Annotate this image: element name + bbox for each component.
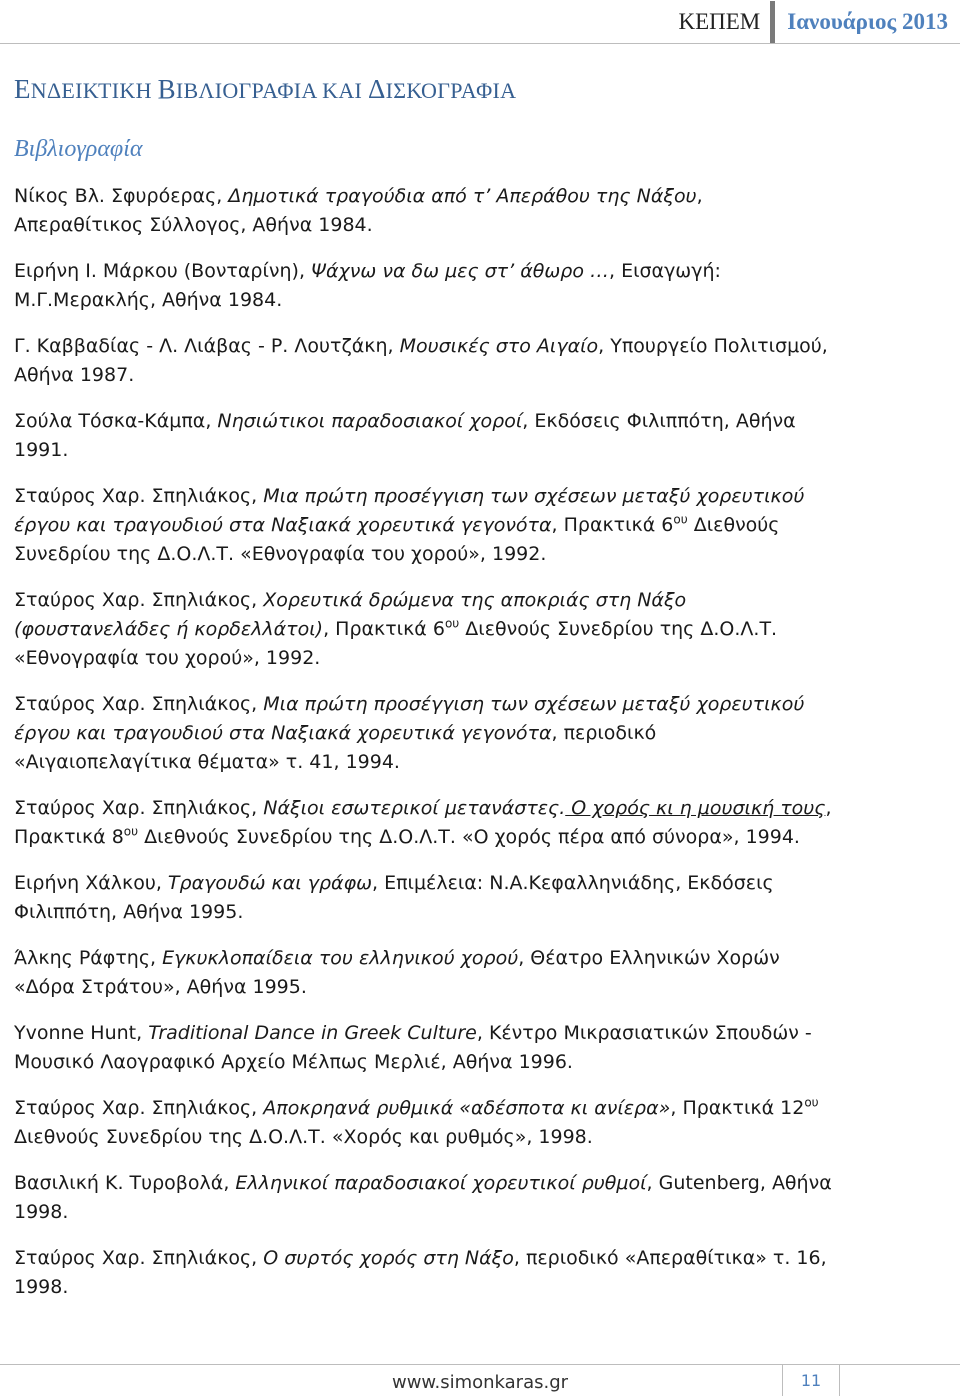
bibliography-entry: Ειρήνη Ι. Μάρκου (Βονταρίνη), Ψάχνω να δω μες στ’ άθωρο …, Εισαγωγή: Μ.Γ.Μερακλής, Αθήνα 1984. [14, 260, 721, 311]
bibliography-entry: Σταύρος Χαρ. Σπηλιάκος, Μια πρώτη προσέγγιση των σχέσεων μεταξύ χορευτικού έργου και τραγουδιού στα Ναξιακά χορευτικά γεγονότα, Πρακτικά $6^{o\upsilon}$ Διεθνούς Συνεδρίου της Δ.Ο.Λ.Τ. «Εθνογραφία του χορού», 1992. [14, 485, 805, 565]
bibliography-entry: Σούλα Τόσκα-Κάμπα, Νησιώτικοι παραδοσιακοί χοροί, Εκδόσεις Φιλιππότη, Αθήνα 1991. [14, 410, 796, 461]
bibliography-entry: Άλκης Ράφτης, Εγκυκλοπαίδεια του ελληνικού χορού, Θέατρο Ελληνικών Χορών «Δόρα Στράτου», Αθήνα 1995. [14, 947, 780, 998]
title-rest-1: ΝΔΕΙΚΤΙΚΗ [30, 78, 158, 103]
page-number: 11 [782, 1364, 840, 1396]
title-cap-3: Δ [367, 74, 386, 104]
bibliography-entry: Σταύρος Χαρ. Σπηλιάκος, Χορευτικά δρώμενα της αποκριάς στη Νάξο (φουστανελάδες ή κορδελλάτοι), Πρακτικά $6^{o\upsilon}$ Διεθνούς Συνεδρίου της Δ.Ο.Λ.Τ. «Εθνογραφία του χορού», 1992. [14, 589, 778, 669]
bibliography-list [14, 182, 834, 1319]
title-rest-2: ΙΒΛΙΟΓΡΑΦΙΑ ΚΑΙ [175, 78, 368, 103]
bibliography-entry: Yvonne Hunt, Traditional Dance in Greek Culture, Κέντρο Μικρασιατικών Σπουδών - Μουσικό Λαογραφικό Αρχείο Μέλπως Μερλιέ, Αθήνα 1996. [14, 1022, 812, 1073]
subtitle: Βιβλιογραφία [14, 136, 143, 162]
bibliography-entry: Ειρήνη Χάλκου, Τραγουδώ και γράφω, Επιμέλεια: Ν.Α.Κεφαλληνιάδης, Εκδόσεις Φιλιππότη, Αθήνα 1995. [14, 872, 774, 923]
page-header [678, 0, 960, 44]
section-title [14, 74, 516, 105]
bibliography-entry: Σταύρος Χαρ. Σπηλιάκος, Μια πρώτη προσέγγιση των σχέσεων μεταξύ χορευτικού έργου και τραγουδιού στα Ναξιακά χορευτικά γεγονότα, περιοδικό «Αιγαιοπελαγίτικα θέματα» τ. 41, 1994. [14, 693, 805, 773]
header-date: Ιανουάριος 2013 [787, 9, 948, 34]
bibliography-entry: Σταύρος Χαρ. Σπηλιάκος, Νάξιοι εσωτερικοί μετανάστες. Ο χορός κι η μουσική τους, Πρακτικά $8^{o\upsilon}$ Διεθνούς Συνεδρίου της Δ.Ο.Λ.Τ. «Ο χορός πέρα από σύνορα», 1994. [14, 797, 832, 848]
title-cap-2: Β [157, 74, 176, 104]
bibliography-entry: Νίκος Βλ. Σφυρόερας, Δημοτικά τραγούδια από τ’ Απεράθου της Νάξου, Απεραθίτικος Σύλλογος, Αθήνα 1984. [14, 185, 703, 236]
header-org: ΚΕΠΕΜ [678, 9, 761, 34]
title-rest-3: ΙΣΚΟΓΡΑΦΙΑ [385, 78, 517, 103]
title-cap-1: Ε [14, 74, 31, 104]
header-rule [0, 43, 960, 44]
bibliography-entry: Σταύρος Χαρ. Σπηλιάκος, Αποκρηανά ρυθμικά «αδέσποτα κι ανίερα», Πρακτικά $12^{o\upsilon}$ Διεθνούς Συνεδρίου της Δ.Ο.Λ.Τ. «Χορός και ρυθμός», 1998. [14, 1095, 819, 1148]
bibliography-entry: Γ. Καββαδίας - Λ. Λιάβας - Ρ. Λουτζάκη, Μουσικές στο Αιγαίο, Υπουργείο Πολιτισμού, Αθήνα 1987. [14, 335, 828, 386]
footer-url: www.simonkaras.gr [391, 1372, 569, 1393]
bibliography-entry: Βασιλική Κ. Τυροβολά, Ελληνικοί παραδοσιακοί χορευτικοί ρυθμοί, Gutenberg, Αθήνα 1998. [14, 1172, 832, 1223]
bibliography-entry: Σταύρος Χαρ. Σπηλιάκος, Ο συρτός χορός στη Νάξο, περιοδικό «Απεραθίτικα» τ. 16, 1998. [14, 1247, 827, 1298]
